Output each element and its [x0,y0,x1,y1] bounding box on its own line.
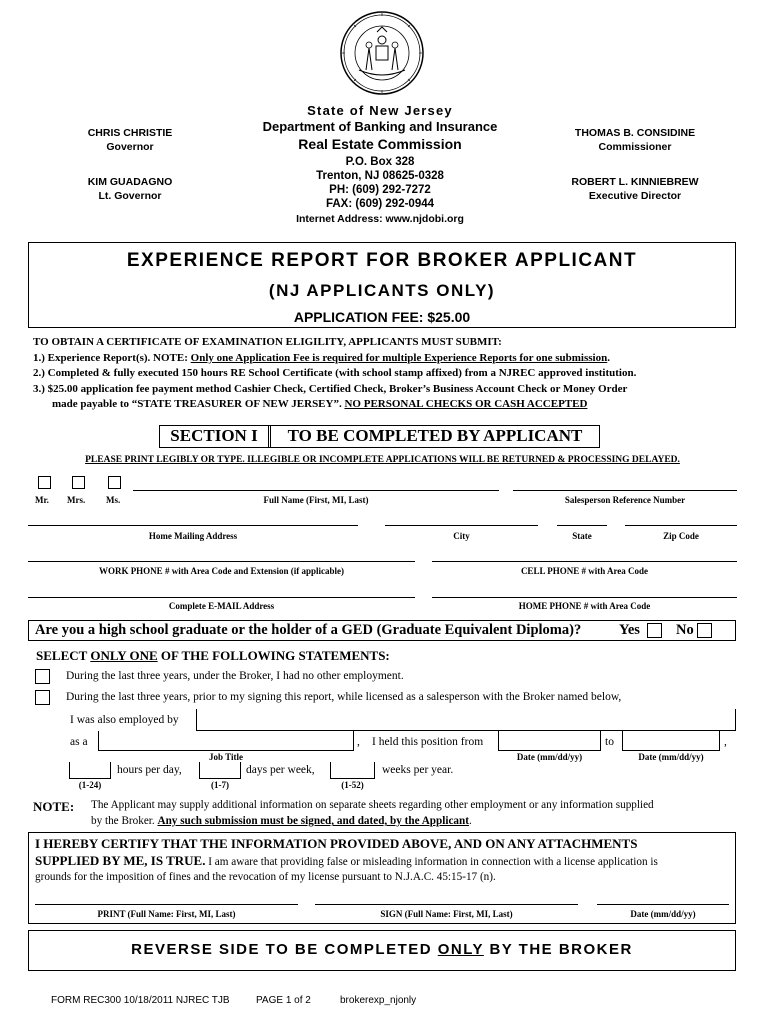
fax: FAX: (609) 292-0944 [325,198,435,210]
requirement-2: 2.) Completed & fully executed 150 hours RE School Certificate (with school stamp affixed) from a NJREC approved institution. [33,367,637,379]
city-label: City [453,531,470,541]
note-text-2: by the Broker. Any such submission must be signed, and dated, by the Applicant. [91,815,472,827]
cell-phone-label: CELL PHONE # with Area Code [520,566,649,576]
mrs-checkbox[interactable] [72,476,85,489]
salesperson-ref-field[interactable] [513,490,737,491]
comma-1: , [357,736,360,748]
note-label: NOTE: [33,799,75,814]
hs-yes-checkbox[interactable] [647,623,662,638]
section-label: SECTION I [170,426,258,445]
internet-address: Internet Address: www.njdobi.org [296,213,464,225]
city-field[interactable] [385,525,538,526]
hours-per-day-field[interactable] [69,762,111,779]
governor-title: Governor [106,141,154,153]
hs-no-checkbox[interactable] [697,623,712,638]
cell-phone-field[interactable] [432,561,737,562]
held-position-label: I held this position from [372,736,484,748]
signature-field[interactable] [315,904,578,905]
date-from-label: Date (mm/dd/yy) [516,752,583,762]
requirement-3: 3.) $25.00 application fee payment method Cashier Check, Certified Check, Broker’s Business Account Check or Money Order [33,382,628,395]
sign-date-field[interactable] [597,904,729,905]
certify-line-3: grounds for the imposition of fines and the revocation of my license pursuant to N.J.A.C. 45:15-17 (n). [35,871,496,883]
state-label: State [572,531,592,541]
days-label: days per week, [246,764,315,776]
director-title: Executive Director [588,190,682,202]
ms-label: Ms. [106,495,121,505]
email-field[interactable] [28,597,415,598]
full-name-field[interactable] [133,490,499,491]
lt-governor-title: Lt. Governor [98,190,162,202]
employer-field[interactable] [196,709,736,731]
section-title: TO BE COMPLETED BY APPLICANT [287,426,583,445]
certify-line-1: I HEREBY CERTIFY THAT THE INFORMATION PROVIDED ABOVE, AND ON ANY ATTACHMENTS [35,836,638,851]
home-phone-field[interactable] [432,597,737,598]
date-to-label: Date (mm/dd/yy) [638,752,704,762]
lt-governor-name: KIM GUADAGNO [87,176,173,188]
mrs-label: Mrs. [67,495,86,505]
job-title-label: Job Title [209,752,243,762]
footer-form-id: FORM REC300 10/18/2011 NJREC TJB [51,995,230,1006]
state-name: State of New Jersey [307,103,453,118]
sign-date-label: Date (mm/dd/yy) [630,909,696,919]
hs-yes-label: Yes [619,622,640,638]
as-a-label: as a [70,736,88,748]
phone: PH: (609) 292-7272 [329,184,431,196]
commission-name: Real Estate Commission [298,136,462,152]
employed-by-label: I was also employed by [70,714,179,726]
footer-page: PAGE 1 of 2 [256,995,311,1006]
select-heading: SELECT ONLY ONE OF THE FOLLOWING STATEMENTS: [36,648,390,663]
city-zip: Trenton, NJ 08625-0328 [316,170,444,182]
email-label: Complete E-MAIL Address [168,601,275,611]
statement-1: During the last three years, under the Broker, I had no other employment. [66,670,404,682]
form-title: EXPERIENCE REPORT FOR BROKER APPLICANT [126,250,638,271]
footer-file: brokerexp_njonly [340,995,417,1006]
to-label: to [605,736,614,748]
home-phone-label: HOME PHONE # with Area Code [518,601,651,611]
statement-1-checkbox[interactable] [35,669,50,684]
print-name-field[interactable] [35,904,298,905]
full-name-label: Full Name (First, MI, Last) [263,495,369,505]
days-per-week-field[interactable] [199,762,241,779]
work-phone-label: WORK PHONE # with Area Code and Extension (if applicable) [98,566,345,576]
work-phone-field[interactable] [28,561,415,562]
hours-range: (1-24) [78,780,102,790]
requirement-3-cont: made payable to “STATE TREASURER OF NEW JERSEY”. NO PERSONAL CHECKS OR CASH ACCEPTED [52,398,588,410]
salesperson-ref-label: Salesperson Reference Number [564,495,686,505]
comma-2: , [724,736,727,748]
requirement-1: 1.) Experience Report(s). NOTE: Only one Application Fee is required for multiple Experience Reports for one submission. [33,351,610,364]
home-address-field[interactable] [28,525,358,526]
commissioner-name: THOMAS B. CONSIDINE [574,127,696,139]
form-subtitle: (NJ APPLICANTS ONLY) [268,281,496,300]
reverse-side-text: REVERSE SIDE TO BE COMPLETED ONLY BY THE BROKER [131,941,633,958]
print-name-label: PRINT (Full Name: First, MI, Last) [97,909,236,919]
zip-label: Zip Code [663,531,699,541]
application-fee: APPLICATION FEE: $25.00 [293,309,471,325]
date-from-field[interactable] [498,731,601,751]
commissioner-title: Commissioner [598,141,672,153]
mr-label: Mr. [35,495,49,505]
days-range: (1-7) [211,780,229,790]
statement-2-checkbox[interactable] [35,690,50,705]
ms-checkbox[interactable] [108,476,121,489]
hours-label: hours per day, [117,764,182,776]
weeks-label: weeks per year. [382,764,454,776]
print-note: PLEASE PRINT LEGIBLY OR TYPE. ILLEGIBLE OR INCOMPLETE APPLICATIONS WILL BE RETURNED & PROCESSING DELAYED. [85,455,680,465]
date-to-field[interactable] [622,731,720,751]
zip-field[interactable] [625,525,737,526]
statement-2: During the last three years, prior to my signing this report, while licensed as a salesperson with the Broker named below, [66,691,622,703]
weeks-per-year-field[interactable] [330,762,375,779]
job-title-field[interactable] [98,731,354,751]
state-field[interactable] [557,525,607,526]
home-address-label: Home Mailing Address [148,531,238,541]
director-name: ROBERT L. KINNIEBREW [571,176,699,188]
department-name: Department of Banking and Insurance [262,119,498,134]
weeks-range: (1-52) [341,780,364,790]
state-seal [339,10,425,96]
signature-label: SIGN (Full Name: First, MI, Last) [380,909,513,919]
mr-checkbox[interactable] [38,476,51,489]
requirements-heading: TO OBTAIN A CERTIFICATE OF EXAMINATION ELIGILITY, APPLICANTS MUST SUBMIT: [33,336,502,348]
po-box: P.O. Box 328 [345,156,415,168]
hs-question: Are you a high school graduate or the holder of a GED (Graduate Equivalent Diploma)? [35,622,582,638]
note-text-1: The Applicant may supply additional information on separate sheets regarding other employment or any information supplied [91,799,654,811]
governor-name: CHRIS CHRISTIE [87,127,173,139]
certify-line-2: SUPPLIED BY ME, IS TRUE. I am aware that providing false or misleading information in connection with a license application is [35,853,658,868]
hs-no-label: No [676,622,694,638]
